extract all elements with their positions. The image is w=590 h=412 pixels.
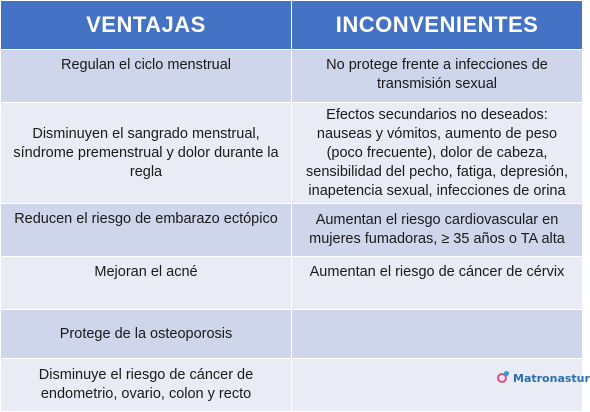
- inconveniente-cell: Aumentan el riesgo cardiovascular en mujeres fumadoras, ≥ 35 años o TA alta: [292, 204, 583, 257]
- table-row: [1, 359, 583, 412]
- header-inconvenientes: INCONVENIENTES: [292, 1, 583, 50]
- ventaja-cell: Protege de la osteoporosis: [1, 310, 292, 359]
- inconveniente-cell: [292, 310, 583, 359]
- inconveniente-cell: No protege frente a infecciones de transmisión sexual: [292, 50, 583, 103]
- inconveniente-cell: [292, 359, 583, 412]
- header-row: [1, 1, 583, 50]
- inconveniente-cell: Efectos secundarios no deseados: nauseas y vómitos, aumento de peso (poco frecuente), dolor de cabeza, sensibilidad del pecho, fatiga, depresión, inapetencia sexual, infecciones de orina: [292, 103, 583, 204]
- table-row: [1, 257, 583, 310]
- ventaja-cell: Regulan el ciclo menstrual: [1, 50, 292, 103]
- ventaja-cell: Disminuyen el sangrado menstrual, síndrome premenstrual y dolor durante la regla: [1, 103, 292, 204]
- ventaja-cell: Reducen el riesgo de embarazo ectópico: [1, 204, 292, 257]
- table-row: [1, 103, 583, 204]
- header-ventajas: VENTAJAS: [1, 1, 292, 50]
- table-row: [1, 50, 583, 103]
- matronastur-logo: [497, 371, 590, 385]
- matronastur-logo-icon: [497, 371, 511, 385]
- logo-text: Matronastur: [513, 371, 590, 385]
- ventaja-cell: Mejoran el acné: [1, 257, 292, 310]
- ventaja-cell: Disminuye el riesgo de cáncer de endometrio, ovario, colon y recto: [1, 359, 292, 412]
- table-row: [1, 204, 583, 257]
- table-row: [1, 310, 583, 359]
- inconveniente-cell: Aumentan el riesgo de cáncer de cérvix: [292, 257, 583, 310]
